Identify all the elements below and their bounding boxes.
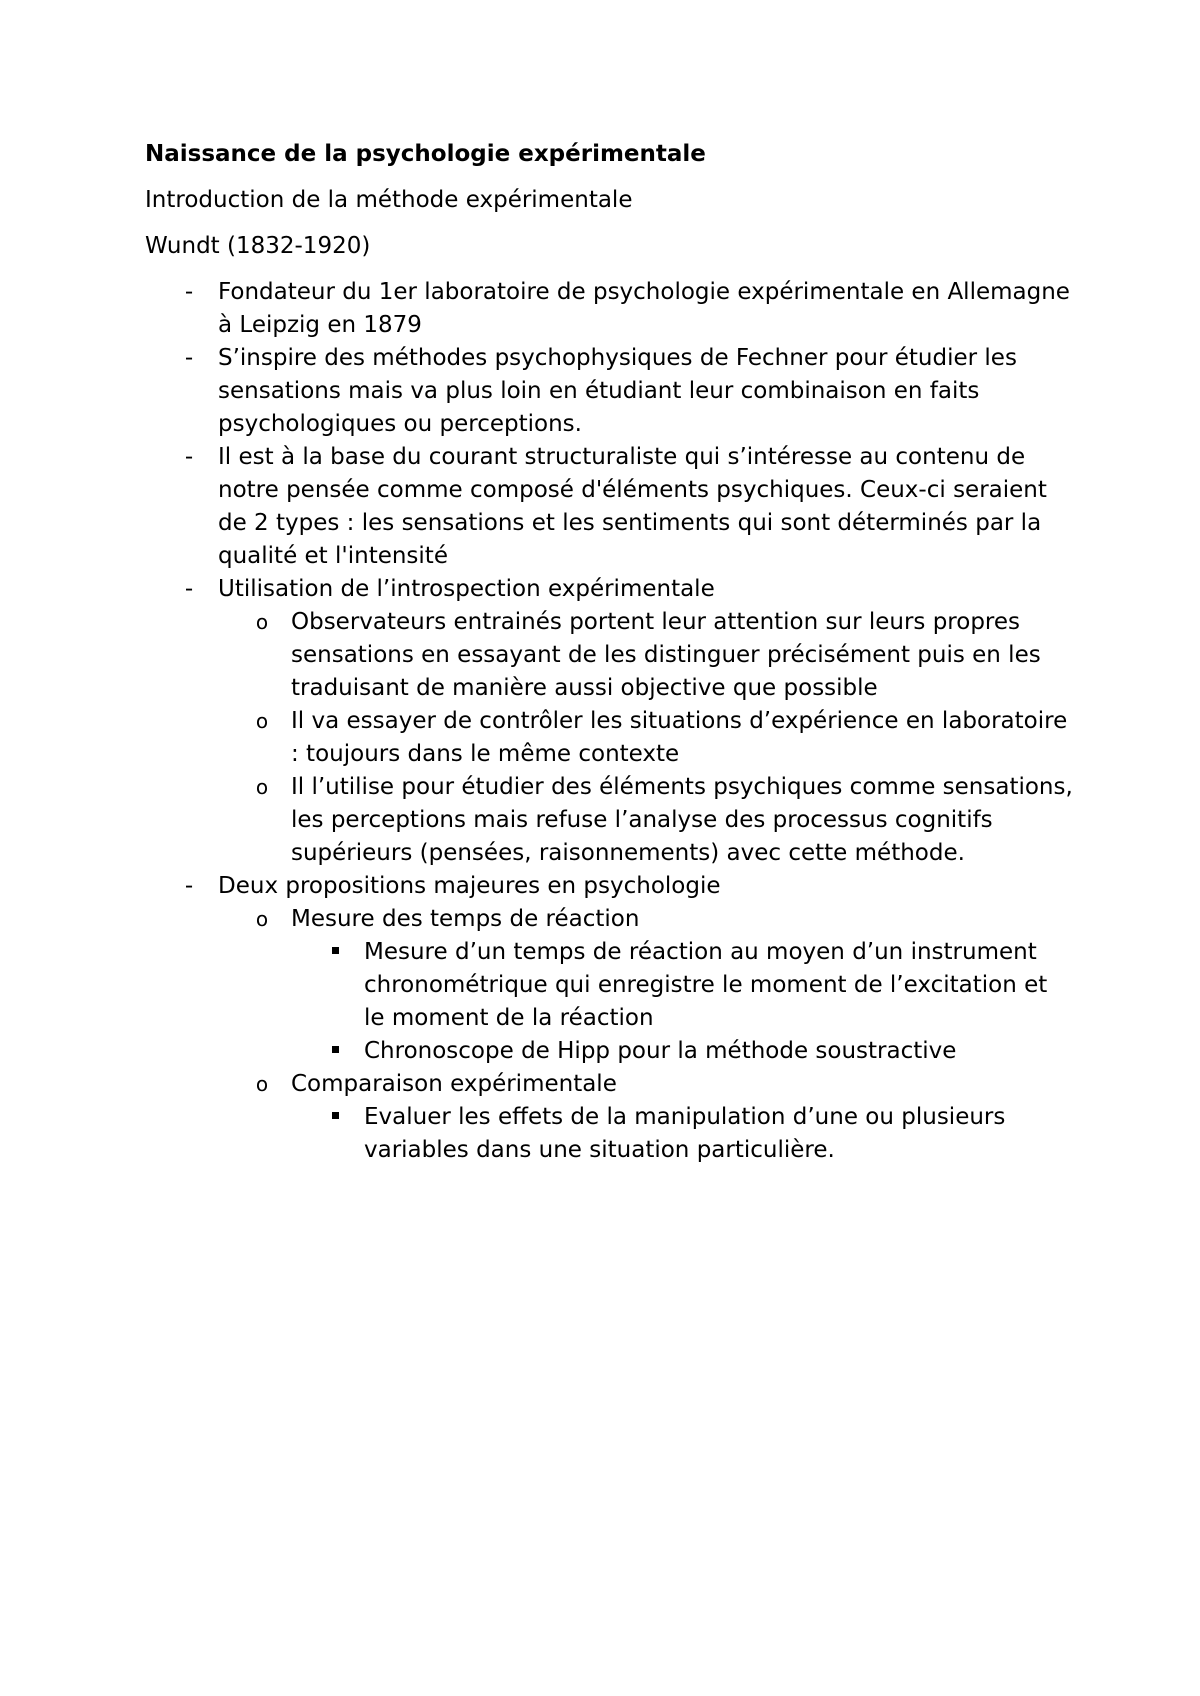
sub-list-item (218, 903, 1075, 1068)
circle-bullet-icon: o (255, 610, 269, 634)
circle-bullet-icon: o (255, 709, 269, 733)
sub-list-item-text: Comparaison expérimentale (291, 1071, 617, 1097)
list-item (145, 870, 1075, 1167)
reaction-time-sublist (291, 936, 1075, 1068)
sub-list-item-text: Observateurs entrainés portent leur attention sur leurs propres sensations en essayant de les distinguer précisément puis en les traduisant de manière aussi objective que possible (291, 609, 1041, 701)
dash-bullet-icon: - (184, 576, 194, 602)
detail-list-item-text: Chronoscope de Hipp pour la méthode soustractive (364, 1038, 957, 1064)
list-item-text: Fondateur du 1er laboratoire de psychologie expérimentale en Allemagne à Leipzig en 1879 (218, 279, 1070, 338)
comparison-sublist (291, 1101, 1075, 1167)
detail-list-item (291, 1101, 1075, 1167)
list-item (145, 573, 1075, 870)
sub-list-item (218, 771, 1075, 870)
main-bullet-list (145, 276, 1075, 1167)
square-bullet-icon (328, 1101, 342, 1134)
detail-list-item (291, 1035, 1075, 1068)
square-bullet-icon (328, 1035, 342, 1068)
sub-list-item (218, 606, 1075, 705)
dash-bullet-icon: - (184, 444, 194, 470)
introspection-sublist (218, 606, 1075, 870)
list-item-text: S’inspire des méthodes psychophysiques de Fechner pour étudier les sensations mais va plus loin en étudiant leur combinaison en faits psychologiques ou perceptions. (218, 345, 1017, 437)
list-item-text: Deux propositions majeures en psychologie (218, 873, 721, 899)
sub-list-item (218, 705, 1075, 771)
detail-list-item-text: Evaluer les effets de la manipulation d’une ou plusieurs variables dans une situation particulière. (364, 1104, 1006, 1163)
detail-list-item-text: Mesure d’un temps de réaction au moyen d’un instrument chronométrique qui enregistre le moment de l’excitation et le moment de la réaction (364, 939, 1048, 1031)
square-bullet-icon (328, 936, 342, 969)
list-item (145, 441, 1075, 573)
list-item-text: Il est à la base du courant structuraliste qui s’intéresse au contenu de notre pensée comme composé d'éléments psychiques. Ceux-ci seraient de 2 types : les sensations et les sentiments qui sont déterminés par la qualité et l'intensité (218, 444, 1047, 569)
dash-bullet-icon: - (184, 345, 194, 371)
sub-list-item-text: Il l’utilise pour étudier des éléments psychiques comme sensations, les perceptions mais refuse l’analyse des processus cognitifs supérieurs (pensées, raisonnements) avec cette méthode. (291, 774, 1073, 866)
circle-bullet-icon: o (255, 1072, 269, 1096)
dash-bullet-icon: - (184, 279, 194, 305)
propositions-sublist (218, 903, 1075, 1167)
intro-line: Introduction de la méthode expérimentale (145, 187, 633, 213)
detail-list-item (291, 936, 1075, 1035)
sub-list-item-text: Il va essayer de contrôler les situations d’expérience en laboratoire : toujours dans le même contexte (291, 708, 1068, 767)
sub-list-item-text: Mesure des temps de réaction (291, 906, 640, 932)
author-heading: Wundt (1832-1920) (145, 233, 371, 259)
document-page (145, 138, 1075, 1167)
circle-bullet-icon: o (255, 775, 269, 799)
document-title: Naissance de la psychologie expérimentale (145, 141, 706, 167)
dash-bullet-icon: - (184, 873, 194, 899)
list-item (145, 276, 1075, 342)
list-item (145, 342, 1075, 441)
list-item-text: Utilisation de l’introspection expérimentale (218, 576, 715, 602)
sub-list-item (218, 1068, 1075, 1167)
circle-bullet-icon: o (255, 907, 269, 931)
